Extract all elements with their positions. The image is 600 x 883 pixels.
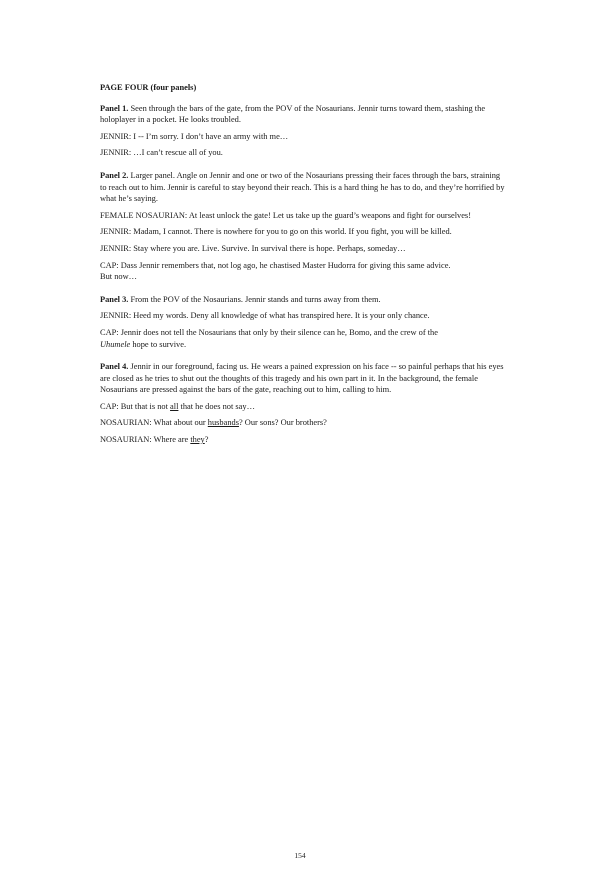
panel-4-label: Panel 4. — [100, 362, 129, 372]
dialogue-line: JENNIR: I -- I’m sorry. I don’t have an army with me… — [100, 131, 289, 141]
panel-2-description — [100, 170, 505, 205]
panel-2-desc-text: Larger panel. Angle on Jennir and one or two of the Nosaurians pressing their faces through the bars, straining to reach out to him. Jennir is careful to stay beyond their reach. This is a hard thing he has to do, and they’re horrified by what he’s saying. — [100, 170, 505, 204]
dialogue-text: NOSAURIAN: What about our — [100, 418, 208, 428]
panel-4-description — [100, 361, 505, 396]
caption-line — [100, 260, 505, 283]
caption-text-end: hope to survive. — [130, 339, 187, 349]
dialogue-line: JENNIR: Stay where you are. Live. Survive. In survival there is hope. Perhaps, someday… — [100, 243, 406, 253]
caption-line — [100, 401, 505, 413]
panel-3-description — [100, 294, 505, 306]
page-number: 154 — [294, 851, 306, 860]
underlined-word: all — [170, 401, 179, 411]
dialogue-line — [100, 434, 505, 446]
dialogue-line: JENNIR: Madam, I cannot. There is nowhere for you to go on this world. If you fight, you will be killed. — [100, 227, 452, 237]
underlined-word: they — [190, 435, 205, 445]
caption-line — [100, 327, 505, 350]
panel-4-desc-text: Jennir in our foreground, facing us. He wears a pained expression on his face -- so painful perhaps that his eyes are closed as he tries to shut out the thoughts of this tragedy and his own part in it. In the background, the female Nosaurians are pressed against the bars of the gate, reaching out to him, calling to him. — [100, 362, 504, 395]
dialogue-text: NOSAURIAN: Where are — [100, 435, 191, 445]
dialogue-line: JENNIR: …I can’t rescue all of you. — [100, 148, 223, 158]
dialogue-text-end: ? — [204, 435, 209, 445]
panel-3-desc-text: From the POV of the Nosaurians. Jennir stands and turns away from them. — [128, 294, 381, 304]
panel-1-label: Panel 1. — [100, 103, 129, 113]
underlined-word: husbands — [207, 418, 239, 428]
panel-2-label: Panel 2. — [100, 170, 129, 180]
dialogue-text-end: ? Our sons? Our brothers? — [238, 418, 327, 428]
caption-text-continued: But now… — [100, 272, 137, 282]
script-page — [100, 82, 505, 451]
page-heading: PAGE FOUR (four panels) — [100, 83, 197, 92]
caption-text: CAP: Jennir does not tell the Nosaurians that only by their silence can he, Bomo, and the crew of the — [100, 327, 438, 337]
panel-1-desc-text: Seen through the bars of the gate, from the POV of the Nosaurians. Jennir turns toward them, stashing the holoplayer in a pocket. He looks troubled. — [100, 103, 486, 125]
panel-3-label: Panel 3. — [100, 294, 129, 304]
ship-name: Uhumele — [100, 339, 131, 349]
dialogue-line: JENNIR: Heed my words. Deny all knowledge of what has transpired here. It is your only chance. — [100, 311, 430, 321]
caption-text: CAP: Dass Jennir remembers that, not log ago, he chastised Master Hudorra for giving this same advice. — [100, 260, 451, 270]
dialogue-line — [100, 417, 505, 429]
caption-text-end: that he does not say… — [178, 401, 255, 411]
dialogue-line: FEMALE NOSAURIAN: At least unlock the gate! Let us take up the guard’s weapons and fight for ourselves! — [100, 210, 471, 220]
panel-1-description — [100, 103, 505, 126]
caption-text: CAP: But that is not — [100, 401, 171, 411]
